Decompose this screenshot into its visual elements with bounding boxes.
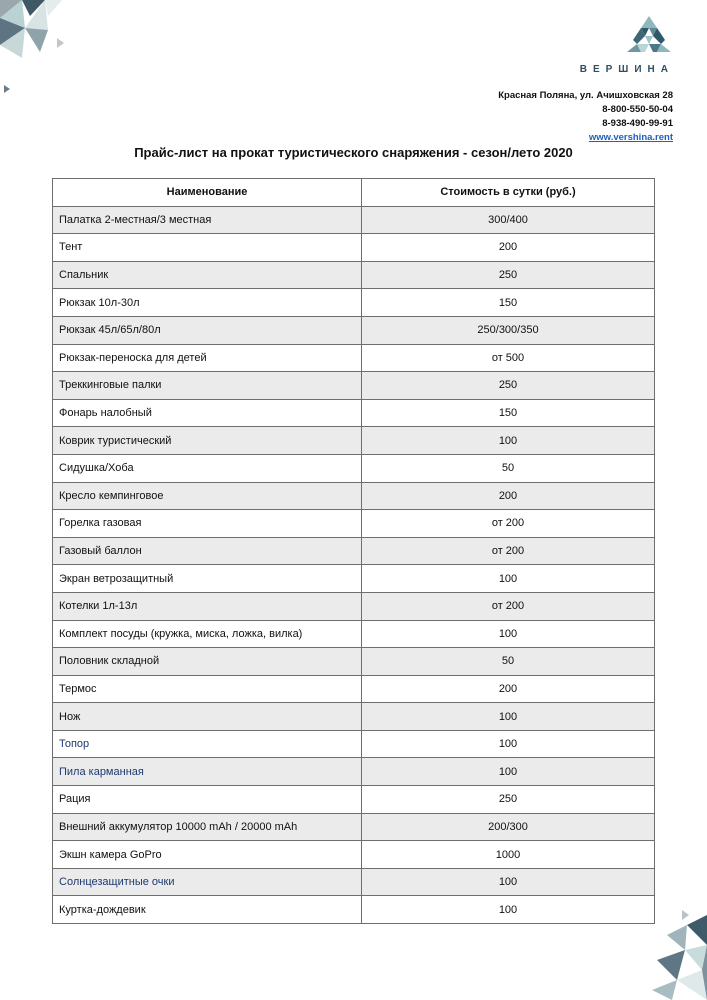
item-price: 250 [362, 261, 655, 289]
address: Красная Поляна, ул. Ачишховская 28 [498, 90, 673, 101]
table-row [53, 813, 655, 841]
item-name: Коврик туристический [53, 427, 362, 455]
table-row [53, 427, 655, 455]
table-row [53, 786, 655, 814]
item-name: Куртка-дождевик [53, 896, 362, 924]
item-price: от 500 [362, 344, 655, 372]
item-name: Комплект посуды (кружка, миска, ложка, вилка) [53, 620, 362, 648]
page-title: Прайс-лист на прокат туристического снаряжения - сезон/лето 2020 [134, 145, 573, 160]
item-name: Пила карманная [53, 758, 362, 786]
item-name: Спальник [53, 261, 362, 289]
table-row [53, 289, 655, 317]
item-price: от 200 [362, 510, 655, 538]
corner-decoration-icon [647, 900, 707, 1000]
item-name: Фонарь налобный [53, 399, 362, 427]
item-price: 1000 [362, 841, 655, 869]
table-row [53, 565, 655, 593]
item-price: 50 [362, 454, 655, 482]
header-name: Наименование [53, 179, 362, 207]
item-price: 50 [362, 648, 655, 676]
item-name: Топор [53, 730, 362, 758]
item-name: Газовый баллон [53, 537, 362, 565]
item-name: Нож [53, 703, 362, 731]
item-price: 250 [362, 786, 655, 814]
item-name: Термос [53, 675, 362, 703]
item-name: Экран ветрозащитный [53, 565, 362, 593]
item-name: Сидушка/Хоба [53, 454, 362, 482]
table-row [53, 675, 655, 703]
table-row [53, 868, 655, 896]
table-row [53, 648, 655, 676]
table-row [53, 758, 655, 786]
table-row [53, 316, 655, 344]
logo-text: ВЕРШИНА [579, 64, 674, 75]
item-price: 150 [362, 289, 655, 317]
item-price: 200 [362, 482, 655, 510]
item-price: 150 [362, 399, 655, 427]
item-name: Рюкзак 45л/65л/80л [53, 316, 362, 344]
item-price: 100 [362, 703, 655, 731]
item-price: 100 [362, 758, 655, 786]
table-row [53, 399, 655, 427]
item-name: Кресло кемпинговое [53, 482, 362, 510]
item-price: 100 [362, 565, 655, 593]
contact-info [498, 89, 673, 145]
corner-decoration-icon [0, 0, 70, 70]
table-row [53, 620, 655, 648]
mountain-logo-icon [627, 16, 671, 52]
item-price: 100 [362, 896, 655, 924]
item-price: 300/400 [362, 206, 655, 234]
item-name: Котелки 1л-13л [53, 592, 362, 620]
table-row [53, 730, 655, 758]
table-row [53, 482, 655, 510]
item-name: Половник складной [53, 648, 362, 676]
item-price: 200 [362, 675, 655, 703]
item-price: 100 [362, 730, 655, 758]
table-row [53, 510, 655, 538]
item-name: Экшн камера GoPro [53, 841, 362, 869]
price-table [52, 178, 655, 924]
table-row [53, 206, 655, 234]
item-price: 200/300 [362, 813, 655, 841]
website-link[interactable]: www.vershina.rent [588, 132, 673, 143]
arrow-decoration-icon [4, 85, 10, 93]
item-name: Треккинговые палки [53, 372, 362, 400]
item-name: Палатка 2-местная/3 местная [53, 206, 362, 234]
item-name: Горелка газовая [53, 510, 362, 538]
table-row [53, 372, 655, 400]
item-price: 250 [362, 372, 655, 400]
item-price: 100 [362, 620, 655, 648]
header-price: Стоимость в сутки (руб.) [362, 179, 655, 207]
company-logo [540, 12, 680, 75]
item-price: 250/300/350 [362, 316, 655, 344]
item-name: Рюкзак-переноска для детей [53, 344, 362, 372]
table-row [53, 234, 655, 262]
table-row [53, 344, 655, 372]
table-row [53, 896, 655, 924]
table-row [53, 841, 655, 869]
table-row [53, 454, 655, 482]
table-row [53, 703, 655, 731]
table-row [53, 261, 655, 289]
item-price: 200 [362, 234, 655, 262]
item-price: от 200 [362, 537, 655, 565]
item-name: Солнцезащитные очки [53, 868, 362, 896]
item-price: от 200 [362, 592, 655, 620]
phone-2: 8-938-490-99-91 [602, 118, 673, 129]
table-row [53, 537, 655, 565]
item-price: 100 [362, 868, 655, 896]
table-header-row [53, 179, 655, 207]
item-name: Тент [53, 234, 362, 262]
item-name: Рация [53, 786, 362, 814]
phone-1: 8-800-550-50-04 [602, 104, 673, 115]
item-price: 100 [362, 427, 655, 455]
table-row [53, 592, 655, 620]
item-name: Рюкзак 10л-30л [53, 289, 362, 317]
item-name: Внешний аккумулятор 10000 mAh / 20000 mAh [53, 813, 362, 841]
